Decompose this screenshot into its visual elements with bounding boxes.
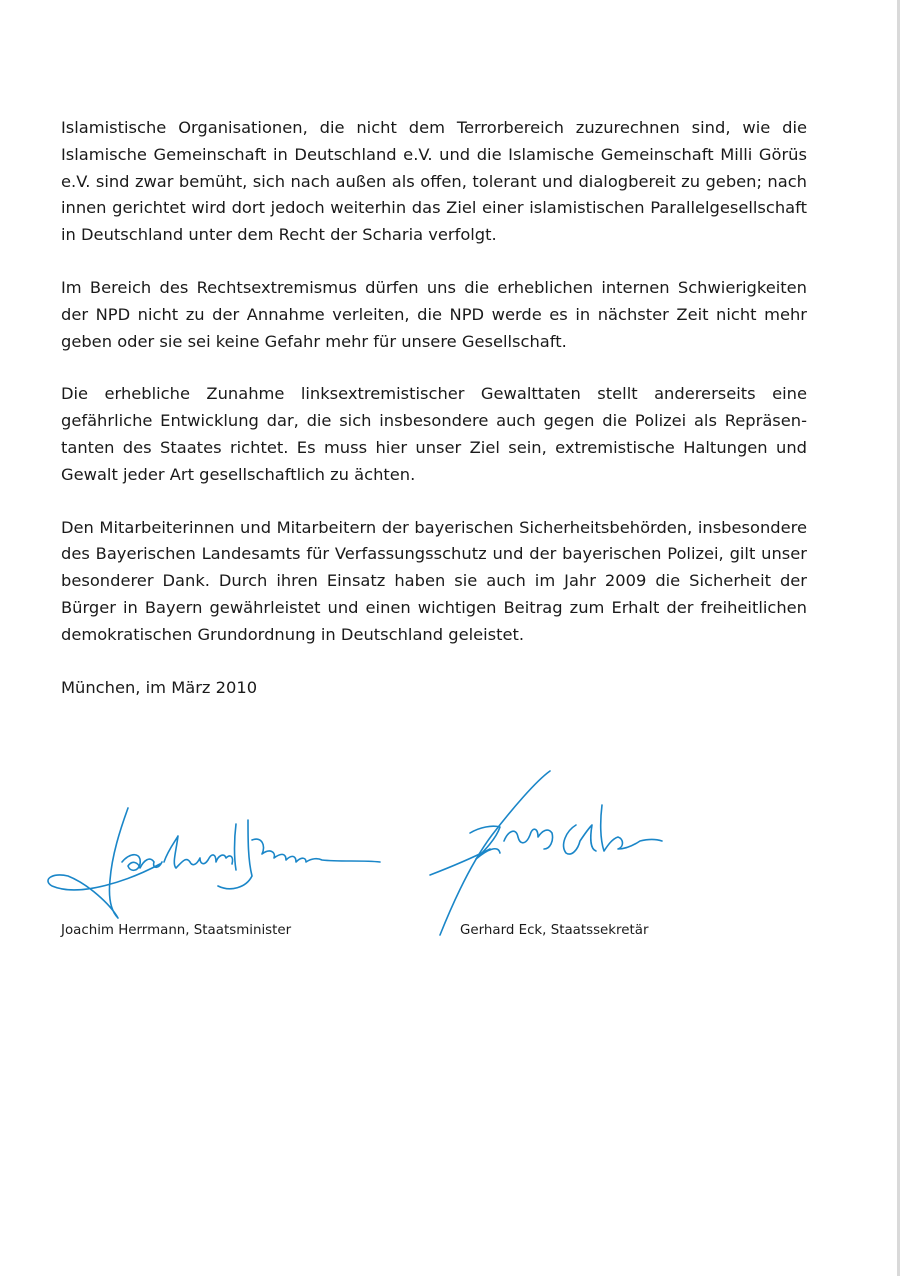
signature-herrmann xyxy=(40,800,385,925)
signatory-left-caption: Joachim Herrmann, Staatsminister xyxy=(61,923,292,938)
place-date: München, im März 2010 xyxy=(61,677,258,697)
paragraph-thanks: Den Mitarbeiterinnen und Mitarbeitern der bayerischen Sicherheitsbehörden, insbesondere des Bayerischen Landesamts für Verfassungsschutz und der bayerischen Polizei, gilt unser besonderer Dank. Durch ihren Einsatz haben sie auch im Jahr 2009 die Sicherheit der Bürger in Bayern gewährleistet und einen wichtigen Beitrag zum Erhalt der freiheitlichen demokratischen Grundordnung in Deutschland geleistet. xyxy=(61,517,807,644)
paragraph-right-extremism: Im Bereich des Rechtsextremismus dürfen uns die erheblichen internen Schwierigkeiten der NPD nicht zu der Annahme verleiten, die NPD werde es in nächster Zeit nicht mehr geben oder sie sei keine Gefahr mehr für unsere Gesellschaft. xyxy=(61,277,807,351)
paragraph-left-extremism: Die erhebliche Zunahme linksextremistischer Gewalttaten stellt andererseits eine gefährliche Entwicklung dar, die sich insbesondere auch gegen die Polizei als Repräsentanten des Staates richtet. Es muss hier unser Ziel sein, extremistische Haltungen und Gewalt jeder Art gesellschaftlich zu ächten. xyxy=(61,384,807,484)
signature-eck xyxy=(426,765,666,945)
paragraph-islamism: Islamistische Organisationen, die nicht dem Terrorbereich zuzurechnen sind, wie die Islamische Gemeinschaft in Deutschland e.V. und die Islamische Gemeinschaft Milli Görüs e.V. sind zwar bemüht, sich nach außen als offen, tolerant und dialogbereit zu geben; nach innen gerichtet wird dort jedoch weiterhin das Ziel einer islamistischen Parallelgesellschaft in Deutschland unter dem Recht der Scharia verfolgt. xyxy=(61,118,807,245)
signatory-right-caption: Gerhard Eck, Staatssekretär xyxy=(460,923,649,938)
letter-body xyxy=(61,115,807,701)
